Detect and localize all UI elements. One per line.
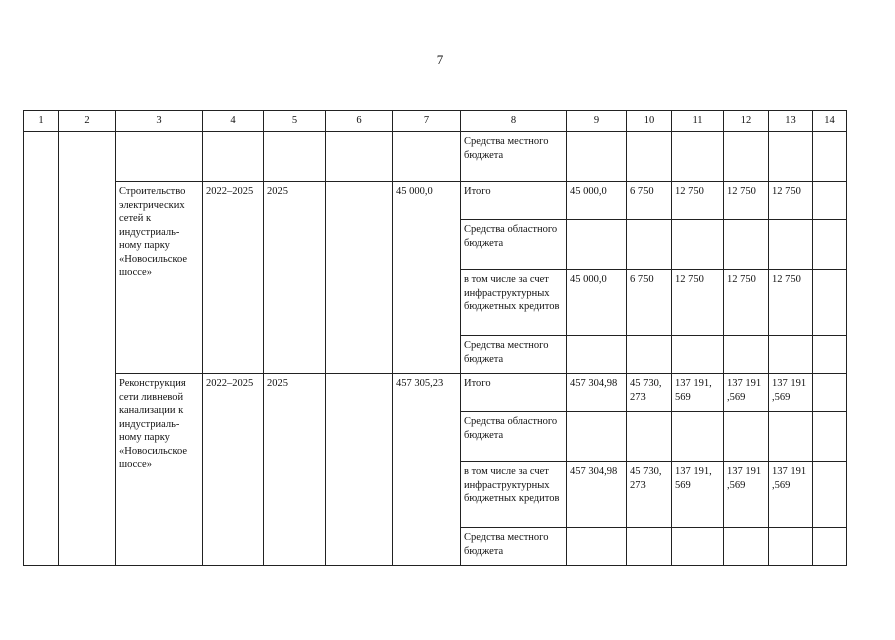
amount-cell: 137 191 ,569 [724,374,769,412]
column-header: 9 [567,111,627,132]
amount-cell [567,412,627,462]
amount-cell: 12 750 [769,182,813,220]
amount-cell: 45 730, 273 [627,462,672,528]
amount-cell [724,220,769,270]
funding-source-cell: Итого [461,374,567,412]
amount-cell: 457 304,98 [567,374,627,412]
project-name-cell: Строительство электрических сетей к индустриаль-ному парку «Новосильское шоссе» [116,182,203,374]
column-header: 10 [627,111,672,132]
amount-cell [627,220,672,270]
table-cell [116,132,203,182]
table-cell [567,132,627,182]
column-header: 12 [724,111,769,132]
table-cell [59,132,116,566]
table-row [24,182,847,220]
funding-source-cell: в том числе за счет инфраструктурных бюджетных кредитов [461,462,567,528]
funding-source-cell: Средства местного бюджета [461,528,567,566]
amount-cell [567,220,627,270]
amount-cell [813,462,847,528]
amount-cell: 6 750 [627,182,672,220]
table-cell [326,182,393,374]
amount-cell [672,412,724,462]
column-header: 2 [59,111,116,132]
amount-cell [672,336,724,374]
table-cell [813,132,847,182]
amount-cell [813,412,847,462]
table-row [24,132,847,182]
funding-source-cell: Средства местного бюджета [461,336,567,374]
column-header: 4 [203,111,264,132]
amount-cell [813,336,847,374]
amount-cell [567,528,627,566]
amount-cell [813,220,847,270]
column-header: 8 [461,111,567,132]
page-number: 7 [436,52,444,67]
amount-cell: 12 750 [724,270,769,336]
amount-cell: 137 191 ,569 [724,462,769,528]
funding-source-cell: Средства областного бюджета [461,220,567,270]
amount-cell: 12 750 [724,182,769,220]
table-cell [24,132,59,566]
project-year-cell: 2025 [264,182,326,374]
project-name-cell: Реконструкция сети ливневой канализации к индустриаль-ному парку «Новосильское шоссе» [116,374,203,566]
amount-cell [627,528,672,566]
column-header: 1 [24,111,59,132]
amount-cell [724,528,769,566]
project-year-cell: 2025 [264,374,326,566]
amount-cell [769,412,813,462]
amount-cell [672,528,724,566]
column-header: 3 [116,111,203,132]
amount-cell [769,220,813,270]
amount-cell [724,412,769,462]
budget-table [23,110,847,566]
table-cell [769,132,813,182]
amount-cell [769,336,813,374]
amount-cell [813,374,847,412]
column-header: 5 [264,111,326,132]
table-cell [326,374,393,566]
project-cost-cell: 457 305,23 [393,374,461,566]
funding-source-cell: Средства местного бюджета [461,132,567,182]
amount-cell: 12 750 [769,270,813,336]
column-header: 7 [393,111,461,132]
funding-source-cell: Средства областного бюджета [461,412,567,462]
project-period-cell: 2022–2025 [203,182,264,374]
amount-cell [627,336,672,374]
column-header: 14 [813,111,847,132]
amount-cell: 457 304,98 [567,462,627,528]
table-cell [393,132,461,182]
amount-cell [567,336,627,374]
amount-cell: 137 191, 569 [672,374,724,412]
amount-cell [627,412,672,462]
amount-cell [813,270,847,336]
project-period-cell: 2022–2025 [203,374,264,566]
column-header: 11 [672,111,724,132]
column-header: 6 [326,111,393,132]
amount-cell [724,336,769,374]
amount-cell: 45 000,0 [567,182,627,220]
amount-cell [813,182,847,220]
amount-cell: 45 730, 273 [627,374,672,412]
funding-source-cell: в том числе за счет инфраструктурных бюджетных кредитов [461,270,567,336]
table-cell [724,132,769,182]
project-cost-cell: 45 000,0 [393,182,461,374]
table-cell [627,132,672,182]
table-cell [672,132,724,182]
amount-cell [769,528,813,566]
amount-cell: 137 191 ,569 [769,374,813,412]
amount-cell: 12 750 [672,182,724,220]
funding-source-cell: Итого [461,182,567,220]
amount-cell: 12 750 [672,270,724,336]
amount-cell [672,220,724,270]
table-cell [203,132,264,182]
table-cell [264,132,326,182]
amount-cell: 45 000,0 [567,270,627,336]
amount-cell [813,528,847,566]
table-cell [326,132,393,182]
amount-cell: 6 750 [627,270,672,336]
header-row [24,111,847,132]
table-row [24,374,847,412]
amount-cell: 137 191, 569 [672,462,724,528]
amount-cell: 137 191 ,569 [769,462,813,528]
column-header: 13 [769,111,813,132]
